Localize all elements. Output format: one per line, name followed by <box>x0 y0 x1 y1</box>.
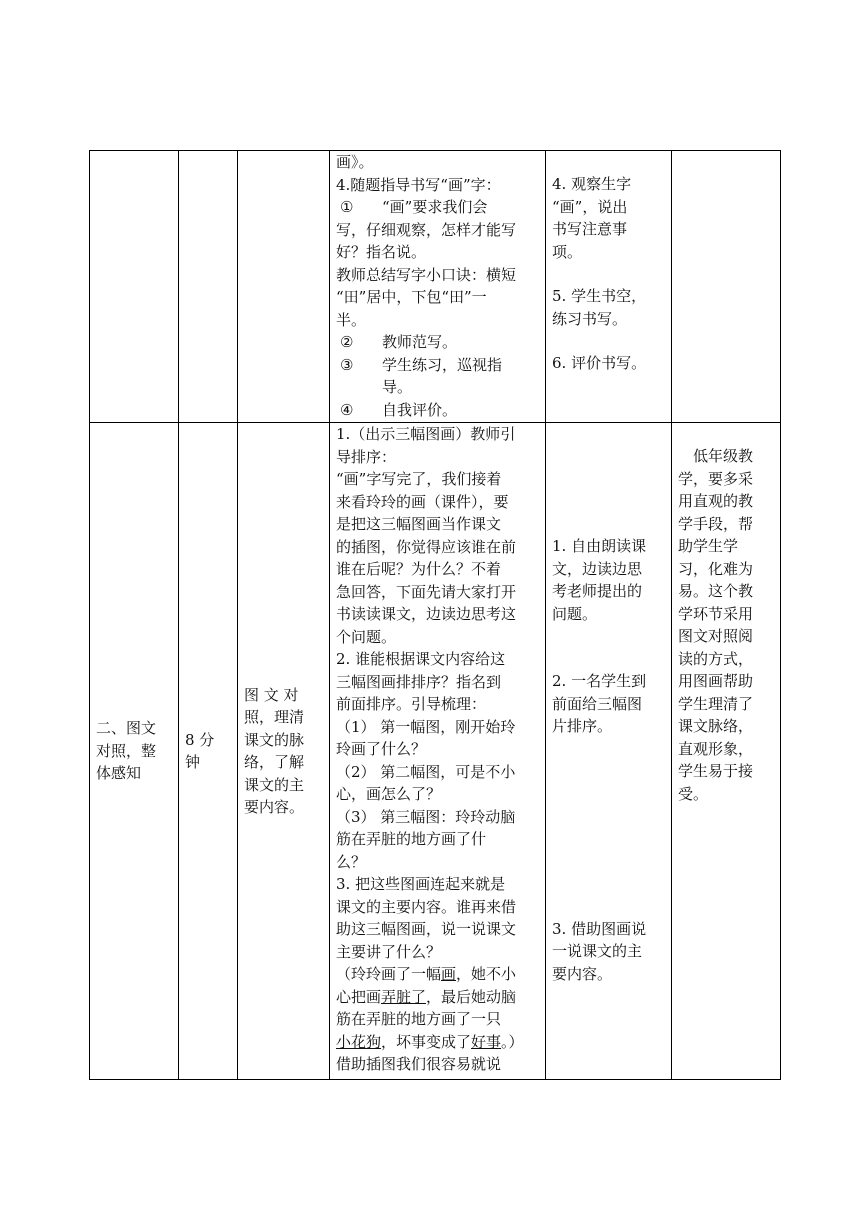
text-line: 筋在弄脏的地方画了什 <box>336 830 487 848</box>
text-line: 学手段，帮 <box>678 514 754 533</box>
text-line: 好？指名说。 <box>336 243 427 261</box>
text-line <box>336 1031 539 1054</box>
text-span: 。） <box>501 1032 524 1051</box>
text-line: 三幅图画排排序？指名到 <box>336 672 502 691</box>
text-line <box>336 986 539 1009</box>
text-line: 3. 借助图画说 <box>552 919 647 938</box>
text-line: 学生易于接 <box>678 762 754 780</box>
text-line: 一说课文的主 <box>552 942 643 960</box>
text-line <box>336 399 539 422</box>
text-line: 是把这三幅图画当作课文 <box>336 515 502 533</box>
student-activity-cell <box>546 151 672 423</box>
text-line: “画”，说出 <box>552 197 628 216</box>
text-line: 书写注意事 <box>552 220 628 238</box>
text-line: （3） 第三幅图：玲玲动脑 <box>336 807 516 826</box>
text-line <box>336 331 539 354</box>
text-line: 书读读课文，边读边思考这 <box>336 605 517 623</box>
text-line: 借助插图我们很容易就说 <box>336 1055 502 1073</box>
text-line: 课文脉络， <box>678 717 754 735</box>
text-line: 片排序。 <box>552 717 613 735</box>
text-line: 来看玲玲的画（课件），要 <box>336 492 509 511</box>
time-cell <box>179 423 238 1080</box>
item-marker: ② <box>340 333 354 351</box>
text-line: 课文的脉 <box>244 730 305 749</box>
text-line: 主要讲了什么？ <box>336 942 442 961</box>
text-span: （玲玲画了一幅 <box>336 965 442 983</box>
underlined-keyword: 弄脏了 <box>381 987 427 1006</box>
text-line: 急回答，下面先请大家打开 <box>336 582 517 601</box>
stage-cell <box>90 151 179 423</box>
item-marker: ④ <box>340 400 354 419</box>
text-line: 照，理清 <box>244 708 305 726</box>
text-line: 3. 把这些图画连起来就是 <box>336 875 506 893</box>
text-span: ，最后她动脑 <box>426 987 517 1006</box>
text-line: 课文的主 <box>244 775 305 794</box>
text-line: 助这三幅图画，说一说课文 <box>336 920 517 938</box>
text-span: ，坏事变成了 <box>381 1032 472 1051</box>
text-line: “田”居中，下包“田”一 <box>336 288 487 306</box>
underlined-keyword: 好事 <box>471 1032 502 1051</box>
text-line: 考老师提出的 <box>552 582 643 600</box>
table-row <box>90 151 781 423</box>
text-line: 图 文 对 <box>244 685 299 704</box>
stage-cell <box>90 423 179 1080</box>
text-line <box>336 376 539 399</box>
text-line: 玲画了什么？ <box>336 740 427 758</box>
text-line: 1. 自由朗读课 <box>552 537 647 555</box>
teacher-activity-cell <box>330 151 546 423</box>
text-line: 易。这个教 <box>678 582 754 600</box>
text-line: 课文的主要内容。谁再来借 <box>336 897 517 916</box>
table-row <box>90 423 781 1080</box>
text-line: 助学生学 <box>678 537 739 555</box>
goal-cell <box>238 151 330 423</box>
item-text: 学生练习，巡视指 <box>382 355 503 374</box>
text-line: 练习书写。 <box>552 309 628 328</box>
student-activity-cell <box>546 423 672 1080</box>
text-line: 受。 <box>678 784 709 803</box>
text-line: 钟 <box>185 753 201 771</box>
text-line: 4.随题指导书写“画”字： <box>336 175 501 194</box>
goal-cell <box>238 423 330 1080</box>
text-span: ，她不小 <box>456 965 517 983</box>
text-line: 导排序： <box>336 447 397 466</box>
item-text: 导。 <box>382 378 413 396</box>
time-cell <box>179 151 238 423</box>
text-line: 用图画帮助 <box>678 672 754 690</box>
text-line: 心，画怎么了？ <box>336 785 442 803</box>
text-line: 8 分 <box>185 730 215 749</box>
text-line: 学生理清了 <box>678 694 754 713</box>
text-line: 么？ <box>336 852 367 871</box>
teacher-activity-cell <box>330 423 546 1080</box>
text-line: 要内容。 <box>244 798 305 816</box>
text-line: 对照，整 <box>96 741 157 760</box>
text-line: 1.（出示三幅图画）教师引 <box>336 425 516 443</box>
underlined-keyword: 小花狗 <box>336 1032 382 1051</box>
underlined-keyword: 画 <box>441 965 457 983</box>
text-line: 文，边读边思 <box>552 559 643 578</box>
spacer <box>552 263 665 285</box>
text-line: 前面排序。引导梳理： <box>336 695 487 713</box>
text-line: 2. 一名学生到 <box>552 672 647 690</box>
text-line: 体感知 <box>96 764 142 783</box>
text-line: 半。 <box>336 310 367 329</box>
text-line: 二、图文 <box>96 719 157 738</box>
text-line: 项。 <box>552 242 583 261</box>
text-line: 习，化难为 <box>678 559 754 578</box>
text-line <box>336 354 539 377</box>
text-line: 要内容。 <box>552 964 613 983</box>
text-line: 前面给三幅图 <box>552 694 643 713</box>
text-line: 教师总结写字小口诀：横短 <box>336 265 517 284</box>
item-text: “画”要求我们会 <box>382 198 488 216</box>
text-line: “画”字写完了，我们接着 <box>336 470 502 488</box>
text-line: 读的方式， <box>678 649 754 668</box>
text-line: 4. 观察生字 <box>552 175 632 193</box>
text-line: 个问题。 <box>336 627 397 646</box>
spacer <box>552 738 665 918</box>
text-line: 画》。 <box>336 153 374 171</box>
text-line: 的插图，你觉得应该谁在前 <box>336 537 517 556</box>
text-line: 谁在后呢？为什么？不着 <box>336 560 502 578</box>
lesson-plan-table <box>89 150 781 1080</box>
item-text: 自我评价。 <box>382 400 458 419</box>
item-marker: ① <box>340 198 354 216</box>
item-text: 教师范写。 <box>382 333 458 351</box>
text-line <box>336 196 539 219</box>
text-line: （2） 第二幅图，可是不小 <box>336 762 516 781</box>
spacer <box>552 625 665 670</box>
text-line: 5. 学生书空， <box>552 287 647 305</box>
text-line: 直观形象， <box>678 739 754 758</box>
design-intent-cell <box>672 423 781 1080</box>
spacer <box>552 330 665 352</box>
text-line: 图文对照阅 <box>678 627 754 645</box>
text-line <box>336 963 539 986</box>
text-line: 筋在弄脏的地方画了一只 <box>336 1010 502 1028</box>
text-line: 2. 谁能根据课文内容给这 <box>336 650 506 668</box>
text-line: 学环节采用 <box>678 604 754 623</box>
text-line: 用直观的教 <box>678 492 754 510</box>
design-intent-cell <box>672 151 781 423</box>
text-line: 写，仔细观察，怎样才能写 <box>336 220 517 239</box>
text-line: 问题。 <box>552 604 598 623</box>
text-line: （1） 第一幅图，刚开始玲 <box>336 717 516 736</box>
text-span: 心把画 <box>336 987 382 1006</box>
text-line: 学，要多采 <box>678 469 754 488</box>
text-line: 络，了解 <box>244 753 305 771</box>
text-line: 低年级教 <box>693 447 754 465</box>
text-line: 6. 评价书写。 <box>552 354 647 372</box>
item-marker: ③ <box>340 355 354 374</box>
